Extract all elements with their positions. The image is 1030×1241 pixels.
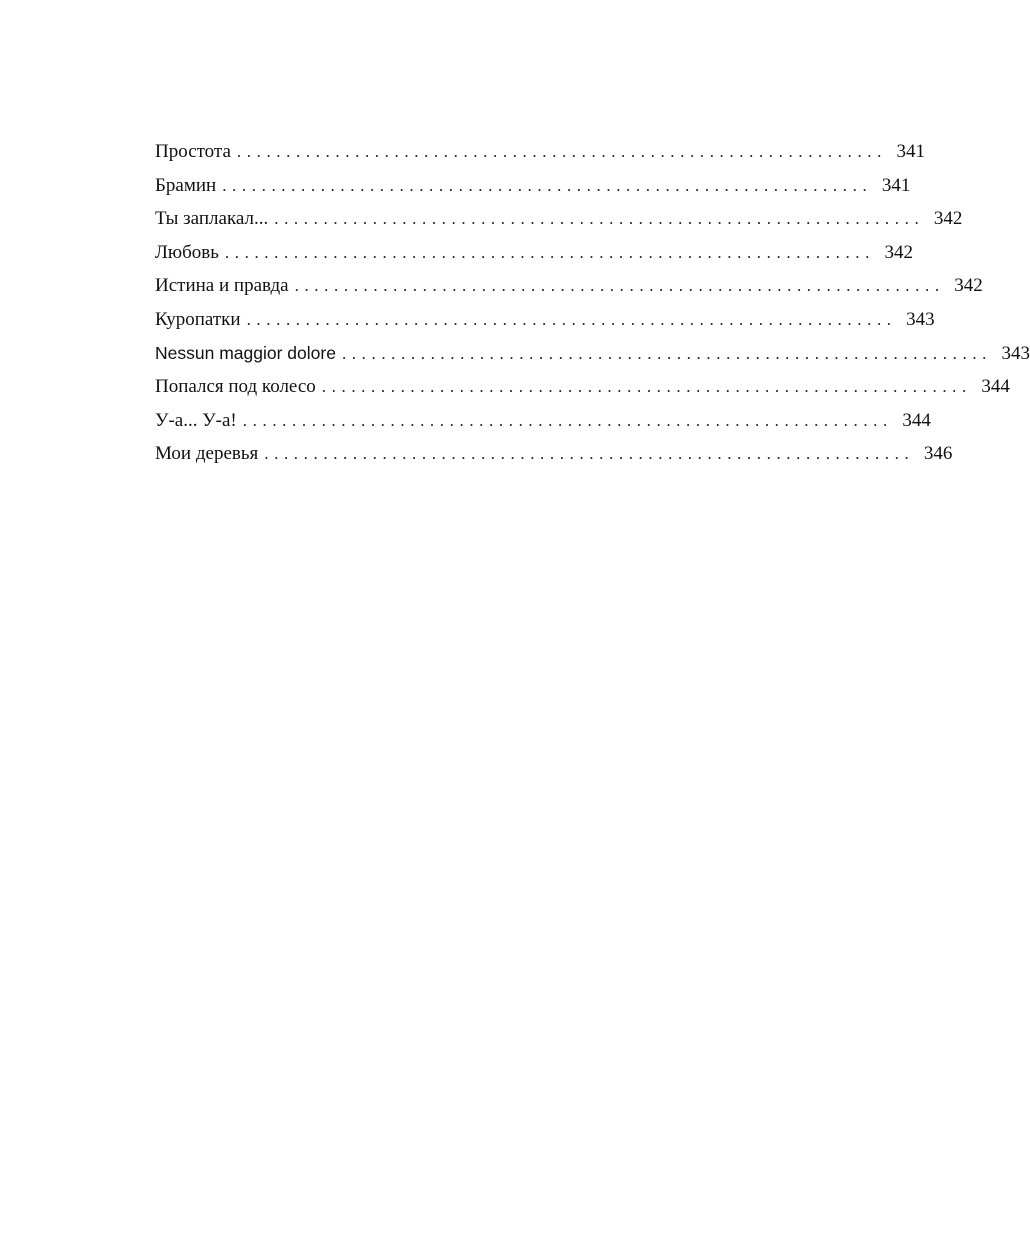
toc-entry-page: 344 xyxy=(981,376,1010,398)
toc-entry[interactable] xyxy=(155,404,931,438)
toc-entry[interactable] xyxy=(155,236,913,270)
toc-dot-leader: .................................................................. xyxy=(224,242,875,262)
toc-entry-page: 343 xyxy=(906,308,935,330)
toc-entry-page: 341 xyxy=(896,141,926,162)
toc-entry-title: Любовь xyxy=(155,241,219,263)
toc-entry-title: Простота xyxy=(155,141,231,162)
toc-entry-title: Мои деревья xyxy=(155,443,259,465)
toc-entry-title: Nessun maggior dolore xyxy=(155,342,336,363)
toc-entry-page: 342 xyxy=(933,208,963,230)
toc-dot-leader: .................................................................. xyxy=(236,142,888,161)
toc-dot-leader: .................................................................. xyxy=(264,444,915,464)
toc-entry[interactable] xyxy=(155,169,911,203)
toc-dot-leader: .................................................................. xyxy=(321,377,972,397)
toc-dot-leader: .................................................................. xyxy=(274,209,925,229)
toc-dot-leader: .................................................................. xyxy=(294,276,945,296)
toc-entry-page: 342 xyxy=(884,241,913,263)
toc-entry-page: 343 xyxy=(1001,342,1030,364)
toc-dot-leader: .................................................................. xyxy=(222,175,873,195)
toc-entry[interactable] xyxy=(155,202,963,236)
toc-entry-title: У-а... У-а! xyxy=(155,409,237,431)
toc-entry[interactable] xyxy=(155,437,953,471)
toc-entry[interactable] xyxy=(155,269,983,303)
toc-entry-page: 344 xyxy=(902,409,931,431)
toc-entry-page: 341 xyxy=(881,174,911,196)
toc-dot-leader: .................................................................. xyxy=(242,410,893,430)
toc-entry[interactable] xyxy=(155,135,926,169)
toc-entry[interactable] xyxy=(155,337,1030,371)
toc-entry-page: 346 xyxy=(923,443,953,465)
toc-entry[interactable] xyxy=(155,370,1010,404)
toc-entry-title: Истина и правда xyxy=(155,275,289,297)
toc-entry-title: Ты заплакал... xyxy=(155,208,269,230)
toc-dot-leader: .................................................................. xyxy=(341,343,993,363)
toc-entry-title: Попался под колесо xyxy=(155,376,316,398)
toc-dot-leader: .................................................................. xyxy=(246,309,897,329)
toc-entry[interactable] xyxy=(155,303,935,337)
toc-entry-title: Брамин xyxy=(155,174,217,196)
table-of-contents xyxy=(155,135,1030,471)
toc-entry-title: Куропатки xyxy=(155,308,241,330)
toc-entry-page: 342 xyxy=(954,275,983,297)
